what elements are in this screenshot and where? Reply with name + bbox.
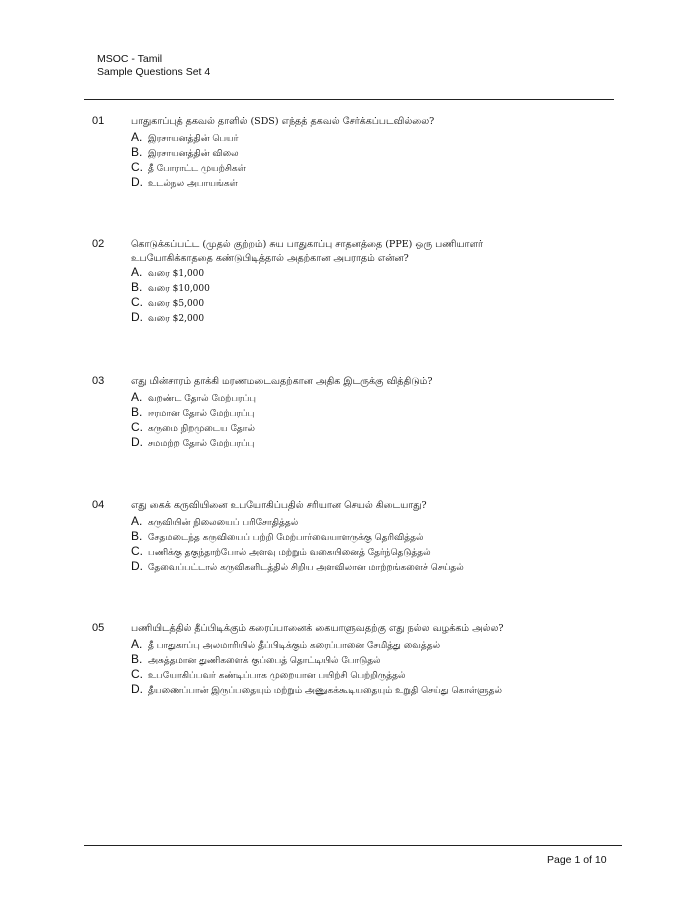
question-text: பாதுகாப்புத் தகவல் தாளில் (SDS) எந்தத் தகவல் சேர்க்கப்படவில்லை? — [131, 116, 435, 127]
option-letter: C. — [131, 295, 143, 309]
question-text: கொடுக்கப்பட்ட (முதல் குற்றம்) சுய பாதுகாப்பு சாதனத்தை (PPE) ஒரு பணியாளர் உபயோகிக்காததை கண்டுபிடித்தால் அதற்கான அபராதம் என்ன? — [131, 239, 484, 264]
question-text: பணியிடத்தில் தீப்பிடிக்கும் கரைப்பானைக் கையாளுவதற்கு எது நல்ல வழக்கம் அல்ல? — [131, 623, 504, 634]
footer-divider — [84, 845, 622, 846]
option-letter: A. — [131, 390, 143, 404]
option-text: பணிக்கு தகுந்தாற்போல் அளவு மற்றும் வகையினைத் தேர்ந்தெடுத்தல் — [148, 548, 431, 558]
set-title: Sample Questions Set 4 — [97, 65, 211, 78]
option-letter: A. — [131, 514, 143, 528]
option-text: சேதமடைந்த கருவியைப் பற்றி மேற்பார்வையாளருக்கு தெரிவித்தல் — [148, 533, 424, 543]
option-text: கருமை நிறமுடைய தோல் — [148, 424, 255, 434]
option-list — [131, 389, 256, 449]
option-letter: D. — [131, 559, 143, 573]
option-text: உபயோகிப்பவர் கண்டிப்பாக முறையான பயிற்சி பெற்றிருத்தல் — [148, 671, 406, 681]
option-b — [131, 279, 210, 294]
option-c — [131, 543, 464, 558]
option-text: ஈரமான தோல் மேற்பரப்பு — [148, 409, 255, 419]
option-letter: D. — [131, 682, 143, 696]
option-text: சமமற்ற தோல் மேற்பரப்பு — [148, 439, 255, 449]
option-list — [131, 264, 210, 324]
header-divider — [84, 99, 614, 100]
question-text: எது கைக் கருவியினை உபயோகிப்பதில் சரியான செயல் கிடையாது? — [131, 500, 427, 511]
option-d — [131, 309, 210, 324]
question-number: 05 — [92, 622, 105, 634]
option-text: தீ பாதுகாப்பு அலமாரியில் தீப்பிடிக்கும் கரைப்பானை சேமித்து வைத்தல் — [148, 641, 441, 651]
course-title: MSOC - Tamil — [97, 53, 163, 65]
option-text: வரை $2,000 — [148, 314, 205, 324]
question-number: 01 — [92, 115, 105, 127]
option-letter: C. — [131, 420, 143, 434]
page-number: Page 1 of 10 — [547, 854, 607, 866]
option-c — [131, 294, 210, 309]
option-text: வரை $1,000 — [148, 269, 205, 279]
option-list — [131, 513, 464, 573]
option-a — [131, 264, 210, 279]
option-c — [131, 666, 502, 681]
option-letter: B. — [131, 280, 143, 294]
option-letter: C. — [131, 544, 143, 558]
option-text: வரை $10,000 — [148, 284, 210, 294]
option-letter: D. — [131, 310, 143, 324]
option-letter: B. — [131, 145, 143, 159]
option-text: உடல்நல அபாயங்கள் — [148, 179, 238, 189]
option-list — [131, 636, 502, 696]
option-list — [131, 129, 246, 189]
question-text: எது மின்சாரம் தாக்கி மரணமடைவதற்கான அதிக இடருக்கு வித்திடும்? — [131, 376, 433, 387]
document-header — [97, 53, 210, 78]
option-c — [131, 419, 256, 434]
question-number: 04 — [92, 499, 105, 511]
option-text: கருவியின் நிலையைப் பரிசோதித்தல் — [148, 518, 299, 528]
option-c — [131, 159, 246, 174]
option-a — [131, 636, 502, 651]
option-letter: B. — [131, 529, 143, 543]
option-a — [131, 389, 256, 404]
option-d — [131, 174, 246, 189]
option-b — [131, 404, 256, 419]
option-text: வரை $5,000 — [148, 299, 205, 309]
option-text: தேவைப்பட்டால் கருவிகளிடத்தில் சிறிய அளவிலான மாற்றங்களைச் செய்தல் — [148, 563, 464, 573]
option-d — [131, 681, 502, 696]
option-text: தீ போராட்ட முயற்சிகள் — [148, 164, 246, 174]
option-b — [131, 144, 246, 159]
option-text: இரசாயனத்தின் விலை — [148, 149, 239, 159]
option-letter: A. — [131, 265, 143, 279]
option-text: வறண்ட தோல் மேற்பரப்பு — [148, 394, 256, 404]
option-letter: A. — [131, 130, 143, 144]
option-letter: C. — [131, 667, 143, 681]
option-letter: C. — [131, 160, 143, 174]
option-d — [131, 558, 464, 573]
option-letter: B. — [131, 405, 143, 419]
option-a — [131, 513, 464, 528]
option-a — [131, 129, 246, 144]
option-b — [131, 528, 464, 543]
option-letter: D. — [131, 435, 143, 449]
question-number: 03 — [92, 375, 105, 387]
option-letter: A. — [131, 637, 143, 651]
option-text: இரசாயனத்தின் பெயர் — [148, 134, 239, 144]
option-text: தீயணைப்பான் இருப்பதையும் மற்றும் அணுகக்கூடியதையும் உறுதி செய்து கொள்ளுதல் — [148, 686, 502, 696]
option-text: அசுத்தமான துணிகளைக் குப்பைத் தொட்டியில் போடுதல் — [148, 656, 381, 666]
option-letter: B. — [131, 652, 143, 666]
option-b — [131, 651, 502, 666]
option-letter: D. — [131, 175, 143, 189]
option-d — [131, 434, 256, 449]
question-number: 02 — [92, 238, 105, 250]
